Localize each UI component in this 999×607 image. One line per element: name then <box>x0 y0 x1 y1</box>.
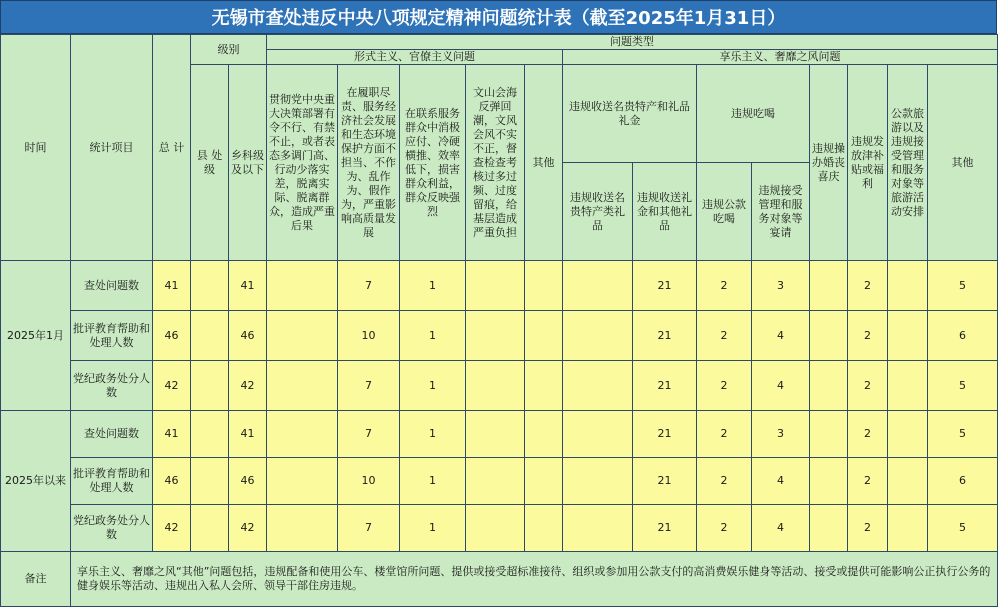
cell-township: 42 <box>229 505 267 552</box>
cell-f2: 7 <box>338 361 400 411</box>
stats-table <box>0 34 998 607</box>
cell-travel <box>888 505 928 552</box>
cell-eat2: 4 <box>752 361 810 411</box>
cell-wedding <box>810 458 848 505</box>
header-subsidy: 违规发放津补贴或福利 <box>848 65 888 261</box>
header-eat1: 违规公款吃喝 <box>697 163 752 261</box>
header-other: 其他 <box>928 65 998 261</box>
cell-f5 <box>525 458 563 505</box>
cell-subsidy: 2 <box>848 411 888 458</box>
row-item: 批评教育帮助和处理人数 <box>71 311 153 361</box>
cell-f1 <box>267 458 338 505</box>
cell-gift1 <box>563 458 633 505</box>
header-gift1: 违规收送名贵特产类礼品 <box>563 163 633 261</box>
header-f1: 贯彻党中央重大决策部署有令不行、有禁不止，或者表态多调门高、行动少落实差，脱离实际、脱离群众，造成严重后果 <box>267 65 338 261</box>
cell-other: 6 <box>928 458 998 505</box>
cell-f5 <box>525 411 563 458</box>
cell-travel <box>888 361 928 411</box>
cell-total: 42 <box>153 361 191 411</box>
cell-f1 <box>267 505 338 552</box>
cell-travel <box>888 261 928 311</box>
row-item: 党纪政务处分人数 <box>71 361 153 411</box>
header-township: 乡科级及以下 <box>229 65 267 261</box>
header-wedding: 违规操办婚丧喜庆 <box>810 65 848 261</box>
header-problem-type: 问题类型 <box>267 35 998 50</box>
table-row <box>1 311 998 361</box>
cell-township: 46 <box>229 458 267 505</box>
cell-subsidy: 2 <box>848 505 888 552</box>
cell-f2: 7 <box>338 411 400 458</box>
cell-wedding <box>810 261 848 311</box>
header-travel: 公款旅游以及违规接受管理和服务对象等旅游活动安排 <box>888 65 928 261</box>
period-label: 2025年以来 <box>1 411 71 552</box>
header-eat2: 违规接受管理和服务对象等宴请 <box>752 163 810 261</box>
cell-f1 <box>267 261 338 311</box>
cell-gift1 <box>563 411 633 458</box>
note-label: 备注 <box>1 552 71 607</box>
cell-eat2: 3 <box>752 261 810 311</box>
cell-f4 <box>466 505 525 552</box>
header-f2: 在履职尽责、服务经济社会发展和生态环境保护方面不担当、不作为、乱作为、假作为，严重影响高质量发展 <box>338 65 400 261</box>
cell-gift2: 21 <box>633 311 697 361</box>
cell-f3: 1 <box>400 411 466 458</box>
cell-f2: 10 <box>338 311 400 361</box>
cell-eat1: 2 <box>697 311 752 361</box>
cell-f5 <box>525 361 563 411</box>
cell-township: 46 <box>229 311 267 361</box>
cell-wedding <box>810 311 848 361</box>
cell-f4 <box>466 361 525 411</box>
cell-f2: 7 <box>338 505 400 552</box>
header-level: 级别 <box>191 35 267 65</box>
row-item: 党纪政务处分人数 <box>71 505 153 552</box>
cell-other: 5 <box>928 261 998 311</box>
cell-wedding <box>810 361 848 411</box>
cell-total: 41 <box>153 261 191 311</box>
cell-eat2: 4 <box>752 458 810 505</box>
cell-eat1: 2 <box>697 361 752 411</box>
cell-travel <box>888 411 928 458</box>
cell-total: 41 <box>153 411 191 458</box>
header-total: 总 计 <box>153 35 191 261</box>
table-row <box>1 411 998 458</box>
cell-f1 <box>267 311 338 361</box>
cell-f3: 1 <box>400 458 466 505</box>
cell-gift2: 21 <box>633 458 697 505</box>
cell-other: 5 <box>928 505 998 552</box>
cell-wedding <box>810 505 848 552</box>
cell-total: 46 <box>153 458 191 505</box>
cell-f4 <box>466 261 525 311</box>
header-formalism: 形式主义、官僚主义问题 <box>267 50 563 65</box>
cell-township: 42 <box>229 361 267 411</box>
cell-f3: 1 <box>400 505 466 552</box>
table-row <box>1 261 998 311</box>
cell-travel <box>888 458 928 505</box>
cell-f5 <box>525 505 563 552</box>
cell-f3: 1 <box>400 261 466 311</box>
cell-subsidy: 2 <box>848 261 888 311</box>
cell-f4 <box>466 411 525 458</box>
header-f3: 在联系服务群众中消极应付、冷硬横推、效率低下，损害群众利益，群众反映强烈 <box>400 65 466 261</box>
cell-eat2: 3 <box>752 411 810 458</box>
header-time: 时间 <box>1 35 71 261</box>
cell-f2: 10 <box>338 458 400 505</box>
cell-eat2: 4 <box>752 505 810 552</box>
cell-subsidy: 2 <box>848 361 888 411</box>
cell-f1 <box>267 361 338 411</box>
note-text: 享乐主义、奢靡之风“其他”问题包括，违规配备和使用公车、楼堂馆所问题、提供或接受超标准接待、组织或参加用公款支付的高消费娱乐健身等活动、接受或提供可能影响公正执行公务的健身娱乐等活动、违规出入私人会所、领导干部住房违规。 <box>71 552 998 607</box>
cell-f1 <box>267 411 338 458</box>
cell-other: 5 <box>928 411 998 458</box>
cell-township: 41 <box>229 411 267 458</box>
row-item: 查处问题数 <box>71 261 153 311</box>
period-label: 2025年1月 <box>1 261 71 411</box>
cell-total: 42 <box>153 505 191 552</box>
cell-gift1 <box>563 505 633 552</box>
cell-other: 5 <box>928 361 998 411</box>
row-item: 批评教育帮助和处理人数 <box>71 458 153 505</box>
cell-county <box>191 311 229 361</box>
cell-f2: 7 <box>338 261 400 311</box>
cell-county <box>191 458 229 505</box>
cell-gift1 <box>563 261 633 311</box>
cell-county <box>191 361 229 411</box>
cell-travel <box>888 311 928 361</box>
cell-gift1 <box>563 361 633 411</box>
cell-f4 <box>466 311 525 361</box>
cell-eat1: 2 <box>697 261 752 311</box>
note-row <box>1 552 998 607</box>
cell-county <box>191 505 229 552</box>
header-gift2: 违规收送礼金和其他礼品 <box>633 163 697 261</box>
cell-county <box>191 411 229 458</box>
header-f4: 文山会海反弹回潮，文风会风不实不正，督查检查考核过多过频、过度留痕，给基层造成严重负担 <box>466 65 525 261</box>
header-county: 县 处级 <box>191 65 229 261</box>
table-row <box>1 458 998 505</box>
cell-subsidy: 2 <box>848 311 888 361</box>
row-item: 查处问题数 <box>71 411 153 458</box>
table-row <box>1 361 998 411</box>
cell-f5 <box>525 311 563 361</box>
cell-eat1: 2 <box>697 411 752 458</box>
table-row <box>1 505 998 552</box>
cell-other: 6 <box>928 311 998 361</box>
cell-county <box>191 261 229 311</box>
cell-f3: 1 <box>400 311 466 361</box>
header-item: 统计项目 <box>71 35 153 261</box>
header-eat-group: 违规吃喝 <box>697 65 810 163</box>
cell-eat1: 2 <box>697 505 752 552</box>
cell-f5 <box>525 261 563 311</box>
header-hedonism: 享乐主义、奢靡之风问题 <box>563 50 998 65</box>
cell-eat2: 4 <box>752 311 810 361</box>
cell-wedding <box>810 411 848 458</box>
cell-f4 <box>466 458 525 505</box>
cell-f3: 1 <box>400 361 466 411</box>
page-title: 无锡市查处违反中央八项规定精神问题统计表（截至2025年1月31日） <box>0 0 997 34</box>
header-f5: 其他 <box>525 65 563 261</box>
cell-eat1: 2 <box>697 458 752 505</box>
header-gift-group: 违规收送名贵特产和礼品礼金 <box>563 65 697 163</box>
cell-gift1 <box>563 311 633 361</box>
cell-gift2: 21 <box>633 505 697 552</box>
cell-gift2: 21 <box>633 261 697 311</box>
cell-total: 46 <box>153 311 191 361</box>
cell-subsidy: 2 <box>848 458 888 505</box>
cell-gift2: 21 <box>633 361 697 411</box>
cell-township: 41 <box>229 261 267 311</box>
cell-gift2: 21 <box>633 411 697 458</box>
